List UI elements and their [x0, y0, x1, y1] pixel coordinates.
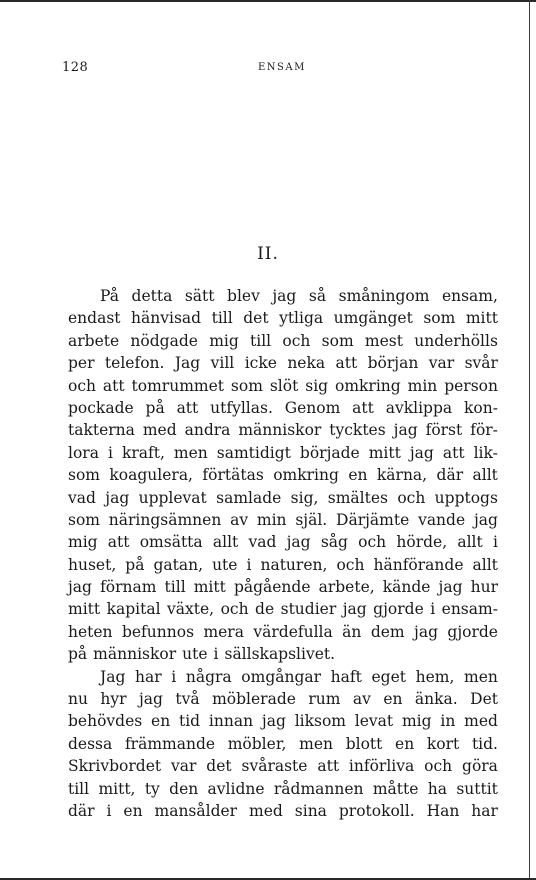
word: kon-: [463, 398, 498, 417]
word: haft: [330, 667, 362, 686]
word: omgångar: [241, 667, 322, 686]
word: in: [440, 712, 456, 731]
text-line: [68, 397, 498, 419]
word: till: [68, 779, 90, 798]
text-line: [68, 307, 498, 329]
word: ute: [212, 555, 238, 574]
word: detta: [131, 287, 173, 305]
word: blott: [345, 734, 383, 753]
word: hörde,: [396, 533, 448, 552]
word: mitt: [368, 443, 401, 462]
word: Jag: [174, 354, 201, 373]
word: i: [213, 645, 219, 664]
word: i: [492, 533, 498, 552]
word: de: [255, 600, 275, 619]
word: sig,: [290, 488, 319, 507]
word: smältes: [327, 488, 388, 507]
word: rum: [308, 690, 341, 709]
word: utfyllas.: [210, 398, 273, 417]
word: och: [336, 555, 365, 574]
word: jag: [68, 578, 92, 597]
text-line: [68, 419, 498, 441]
text-line: [68, 330, 498, 352]
page-number: 128: [62, 60, 89, 75]
word: på: [125, 555, 145, 574]
word: ensam-: [441, 600, 498, 619]
word: min: [407, 376, 438, 395]
word: neka: [287, 354, 326, 373]
word: som: [423, 309, 456, 328]
word: samtidigt: [216, 443, 291, 462]
word: än: [342, 622, 362, 641]
text-line: [68, 710, 498, 732]
word: jag: [286, 533, 311, 552]
word: och: [424, 757, 453, 776]
word: jag: [438, 578, 463, 597]
word: underhölls: [414, 331, 498, 350]
word: hyr: [100, 690, 127, 709]
word: mitt,: [98, 779, 136, 798]
word: huset,: [68, 555, 117, 574]
word: kände: [382, 578, 431, 597]
word: slöt: [269, 376, 299, 395]
text-line: [68, 509, 498, 531]
word: umgänget: [333, 309, 413, 328]
word: innan: [208, 712, 254, 731]
word: möblerade: [212, 690, 296, 709]
word: gjorde: [373, 600, 424, 619]
word: behövdes: [68, 712, 143, 731]
word: förnam: [100, 578, 157, 597]
text-line: [68, 352, 498, 374]
word: att: [102, 376, 125, 395]
word: avklippa: [385, 398, 453, 417]
word: rådmannen: [273, 779, 364, 798]
page-right-edge: [529, 0, 530, 880]
word: var: [171, 757, 197, 776]
word: jag: [105, 488, 130, 507]
word: lora: [68, 443, 99, 462]
word: jag: [473, 510, 498, 529]
word: mest: [364, 331, 403, 350]
word: dem: [370, 622, 405, 641]
word: en: [151, 712, 171, 731]
word: eget: [371, 667, 406, 686]
word: att: [317, 757, 340, 776]
text-line: [68, 554, 498, 576]
word: och: [358, 533, 387, 552]
word: gjorde: [447, 622, 498, 641]
word: mig: [68, 533, 98, 552]
chapter-heading: II.: [257, 244, 279, 264]
word: omkring: [273, 466, 339, 485]
word: var: [428, 354, 455, 373]
word: med: [142, 421, 177, 440]
word: av: [352, 690, 371, 709]
word: dessa: [68, 734, 113, 753]
word: värdefulla: [253, 622, 333, 641]
word: som: [230, 376, 263, 395]
word: änka.: [414, 690, 458, 709]
word: lik-: [473, 443, 498, 462]
running-head: [0, 60, 536, 80]
word: av: [230, 510, 249, 529]
word: mansålder: [154, 801, 238, 820]
word: på: [68, 645, 88, 664]
word: allt: [457, 533, 483, 552]
word: suttit: [456, 779, 498, 798]
word: vande: [418, 510, 466, 529]
text-line: [68, 285, 498, 307]
word: den: [169, 779, 199, 798]
word: på: [145, 398, 165, 417]
word: heten: [68, 622, 113, 641]
word: nu: [68, 690, 88, 709]
text-line: [68, 487, 498, 509]
text-line: [68, 598, 498, 620]
word: i: [246, 555, 252, 574]
word: ty: [144, 779, 160, 798]
word: näringsämnen: [108, 510, 222, 529]
word: tid.: [471, 734, 498, 753]
word: Det: [470, 690, 498, 709]
word: pågående: [233, 578, 311, 597]
word: att: [176, 398, 199, 417]
word: icke: [244, 354, 277, 373]
word: så: [308, 287, 327, 305]
text-line: [68, 778, 498, 800]
word: kraft,: [121, 443, 165, 462]
word: själ.: [295, 510, 328, 529]
word: hem,: [415, 667, 455, 686]
word: hänförande: [373, 555, 464, 574]
word: att: [442, 443, 465, 462]
word: och: [220, 600, 249, 619]
word: telefon.: [104, 354, 165, 373]
word: liksom: [294, 712, 346, 731]
word: där: [436, 466, 464, 485]
word: till: [211, 309, 233, 328]
text-line: [68, 621, 498, 643]
word: förtätas: [202, 466, 264, 485]
word: två: [175, 690, 200, 709]
word: jag: [261, 712, 286, 731]
word: men: [464, 667, 498, 686]
word: pockade: [68, 398, 134, 417]
word: allt: [472, 466, 498, 485]
word: började: [299, 443, 360, 462]
word: för-: [470, 421, 498, 440]
word: till: [250, 331, 272, 350]
text-line: [68, 800, 498, 822]
word: mitt: [193, 578, 226, 597]
text-line: [68, 576, 498, 598]
word: avlidne: [207, 779, 265, 798]
word: småningom: [338, 287, 430, 305]
word: protokoll.: [338, 801, 415, 820]
word: först: [425, 421, 463, 440]
word: såg: [320, 533, 348, 552]
word: omkring: [335, 376, 401, 395]
word: jag: [409, 443, 434, 462]
word: Därjämte: [336, 510, 410, 529]
word: kort: [426, 734, 460, 753]
word: omsätta: [139, 533, 203, 552]
word: har: [471, 801, 498, 820]
word: Han: [426, 801, 460, 820]
word: en: [123, 801, 143, 820]
word: samlade: [216, 488, 282, 507]
word: främmande: [124, 734, 216, 753]
word: jag: [139, 690, 163, 709]
word: befunnos: [121, 622, 195, 641]
word: människor: [93, 645, 177, 664]
word: där: [68, 801, 95, 820]
word: att: [107, 533, 130, 552]
word: mitt: [465, 309, 498, 328]
word: några: [185, 667, 232, 686]
word: införliva: [348, 757, 415, 776]
text-line: [68, 643, 498, 665]
word: att: [335, 354, 358, 373]
text-line: [68, 688, 498, 710]
word: det: [243, 309, 269, 328]
word: men: [173, 443, 208, 462]
word: tomrummet: [131, 376, 224, 395]
word: som: [68, 466, 100, 485]
running-title: ENSAM: [258, 62, 306, 73]
word: jag: [414, 622, 438, 641]
word: arbete: [68, 331, 120, 350]
word: arbete,: [318, 578, 375, 597]
word: sig: [305, 376, 329, 395]
word: På: [100, 287, 119, 305]
word: per: [68, 354, 95, 373]
word: mera: [203, 622, 244, 641]
word: men: [299, 734, 333, 753]
text-line: [68, 442, 498, 464]
word: och: [397, 488, 426, 507]
word: sällskapslivet.: [224, 645, 336, 664]
word: har: [135, 667, 162, 686]
page-top-edge: [0, 0, 536, 2]
word: gatan,: [153, 555, 204, 574]
word: till: [164, 578, 186, 597]
word: studier: [280, 600, 337, 619]
word: nödgade: [130, 331, 198, 350]
text-line: [68, 531, 498, 553]
word: i: [107, 443, 113, 462]
word: hur: [470, 578, 498, 597]
word: att: [352, 398, 374, 417]
word: tycktes: [329, 421, 386, 440]
word: ute: [182, 645, 208, 664]
word: vill: [210, 354, 235, 373]
word: Genom: [284, 398, 341, 417]
text-line: [68, 755, 498, 777]
word: kärna,: [376, 466, 428, 485]
word: ytliga: [279, 309, 324, 328]
word: blev: [227, 287, 260, 305]
word: andra: [184, 421, 231, 440]
word: mitt: [68, 600, 101, 619]
word: och: [282, 331, 311, 350]
word: vad: [248, 533, 277, 552]
word: svår: [464, 354, 498, 373]
word: jag: [272, 287, 297, 305]
word: som: [68, 510, 100, 529]
word: människor: [238, 421, 322, 440]
word: Jag: [100, 667, 126, 686]
word: och: [68, 376, 96, 395]
word: allt: [472, 555, 498, 574]
word: sina: [294, 801, 327, 820]
word: svåraste: [241, 757, 308, 776]
word: måtte: [372, 779, 419, 798]
word: upplevat: [138, 488, 207, 507]
word: göra: [462, 757, 498, 776]
word: allt: [212, 533, 239, 552]
word: i: [430, 600, 436, 619]
word: min: [256, 510, 287, 529]
text-line: [68, 464, 498, 486]
word: kapital: [106, 600, 161, 619]
text-line: [68, 666, 498, 688]
word: mig: [209, 331, 239, 350]
text-line: [68, 375, 498, 397]
word: i: [106, 801, 112, 820]
word: person: [444, 376, 498, 395]
text-line: [68, 733, 498, 755]
word: levat: [354, 712, 394, 731]
body-text: [68, 285, 498, 822]
word: en: [348, 466, 368, 485]
word: koagulera,: [109, 466, 193, 485]
word: växte,: [167, 600, 215, 619]
word: jag: [342, 600, 367, 619]
word: ha: [427, 779, 447, 798]
word: naturen,: [260, 555, 328, 574]
word: tid: [179, 712, 201, 731]
word: takterna: [68, 421, 135, 440]
word: hänvisad: [131, 309, 202, 328]
word: jag: [393, 421, 418, 440]
word: möbler,: [227, 734, 287, 753]
word: med: [249, 801, 283, 820]
word: en: [395, 734, 415, 753]
word: upptogs: [434, 488, 498, 507]
word: sätt: [184, 287, 215, 305]
word: det: [206, 757, 232, 776]
word: endast: [68, 309, 121, 328]
word: i: [171, 667, 177, 686]
word: en: [383, 690, 403, 709]
word: början: [367, 354, 419, 373]
word: som: [321, 331, 354, 350]
word: vad: [68, 488, 96, 507]
word: ensam,: [441, 287, 498, 305]
word: med: [464, 712, 498, 731]
word: Skrivbordet: [68, 757, 162, 776]
word: mig: [401, 712, 432, 731]
